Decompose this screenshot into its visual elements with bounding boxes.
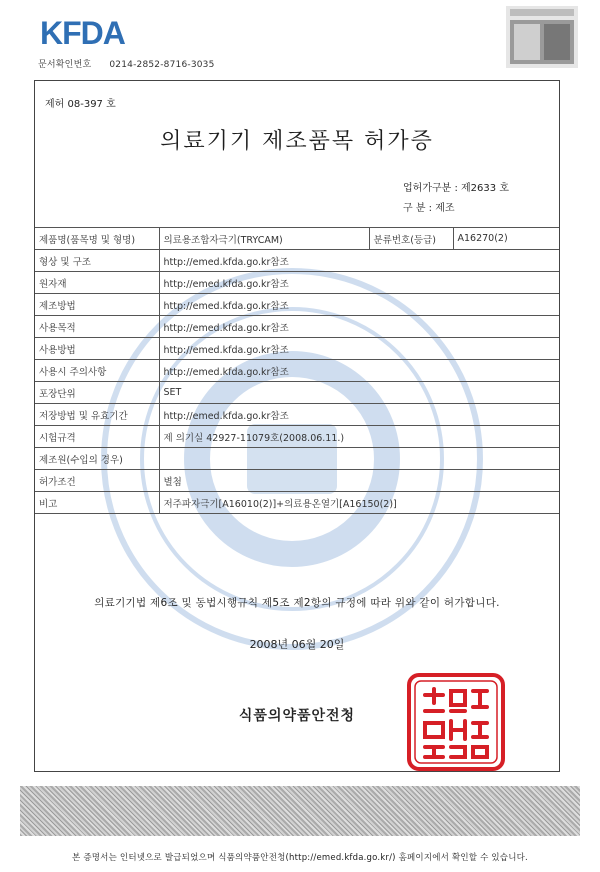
row-label: 사용시 주의사항 [35, 360, 159, 382]
row-label: 사용목적 [35, 316, 159, 338]
row-label: 포장단위 [35, 382, 159, 404]
table-row [35, 382, 559, 404]
footer-notice: 본 증명서는 인터넷으로 발급되었으며 식품의약품안전청(http://emed.kfda.go.kr/) 홈페이지에서 확인할 수 있습니다. [72, 853, 528, 863]
table-row [35, 294, 559, 316]
product-name-value: 의료용조합자극기(TRYCAM) [159, 228, 369, 250]
table-row [35, 228, 559, 250]
row-label: 사용방법 [35, 338, 159, 360]
row-label: 허가조건 [35, 470, 159, 492]
permit-number: 제허 08-397 호 [45, 99, 116, 110]
product-name-label: 제품명(품목명 및 형명) [35, 228, 159, 250]
row-value [159, 448, 559, 470]
row-label: 제조방법 [35, 294, 159, 316]
approval-statement: 의료기기법 제6조 및 동법시행규칙 제5조 제2항의 규정에 따라 위와 같이 허가합니다. [94, 597, 500, 609]
issue-date: 2008년 06월 20일 [249, 638, 345, 651]
row-label: 형상 및 구조 [35, 250, 159, 272]
row-label: 제조원(수입의 경우) [35, 448, 159, 470]
table-row [35, 272, 559, 294]
row-value: 제 의기실 42927-11079호(2008.06.11.) [159, 426, 559, 448]
barcode-stamp-icon [506, 6, 578, 68]
issuing-authority: 식품의약품안전청 [238, 708, 356, 724]
row-value: http://emed.kfda.go.kr참조 [159, 404, 559, 426]
table-row [35, 470, 559, 492]
row-label: 원자재 [35, 272, 159, 294]
official-seal-icon [407, 673, 505, 771]
row-label: 비고 [35, 492, 159, 514]
document-verification-number: 문서확인번호 0214-2852-8716-3035 [38, 60, 215, 70]
table-row [35, 250, 559, 272]
svg-text:KFDA: KFDA [40, 15, 125, 51]
row-value: http://emed.kfda.go.kr참조 [159, 360, 559, 382]
row-value: http://emed.kfda.go.kr참조 [159, 250, 559, 272]
class-number-value: A16270(2) [453, 228, 559, 250]
table-row [35, 448, 559, 470]
row-value: 저주파자극기[A16010(2)]+의료용온열기[A16150(2)] [159, 492, 559, 514]
table-row [35, 426, 559, 448]
table-row [35, 338, 559, 360]
kfda-logo [38, 12, 130, 52]
certificate-frame [34, 80, 560, 772]
class-number-label: 분류번호(등급) [369, 228, 453, 250]
row-label: 저장방법 및 유효기간 [35, 404, 159, 426]
permit-category: 구 분 : 제조 [403, 203, 455, 214]
row-value: 별첨 [159, 470, 559, 492]
row-value: http://emed.kfda.go.kr참조 [159, 338, 559, 360]
row-value: SET [159, 382, 559, 404]
table-row [35, 360, 559, 382]
table-row [35, 492, 559, 514]
row-label: 시험규격 [35, 426, 159, 448]
row-value: http://emed.kfda.go.kr참조 [159, 272, 559, 294]
table-row [35, 404, 559, 426]
page-title: 의료기기 제조품목 허가증 [160, 129, 434, 154]
business-permit-type: 업허가구분 : 제2633 호 [403, 183, 509, 194]
product-info-table [35, 227, 559, 514]
security-pattern-band [20, 786, 580, 836]
row-value: http://emed.kfda.go.kr참조 [159, 316, 559, 338]
row-value: http://emed.kfda.go.kr참조 [159, 294, 559, 316]
table-row [35, 316, 559, 338]
